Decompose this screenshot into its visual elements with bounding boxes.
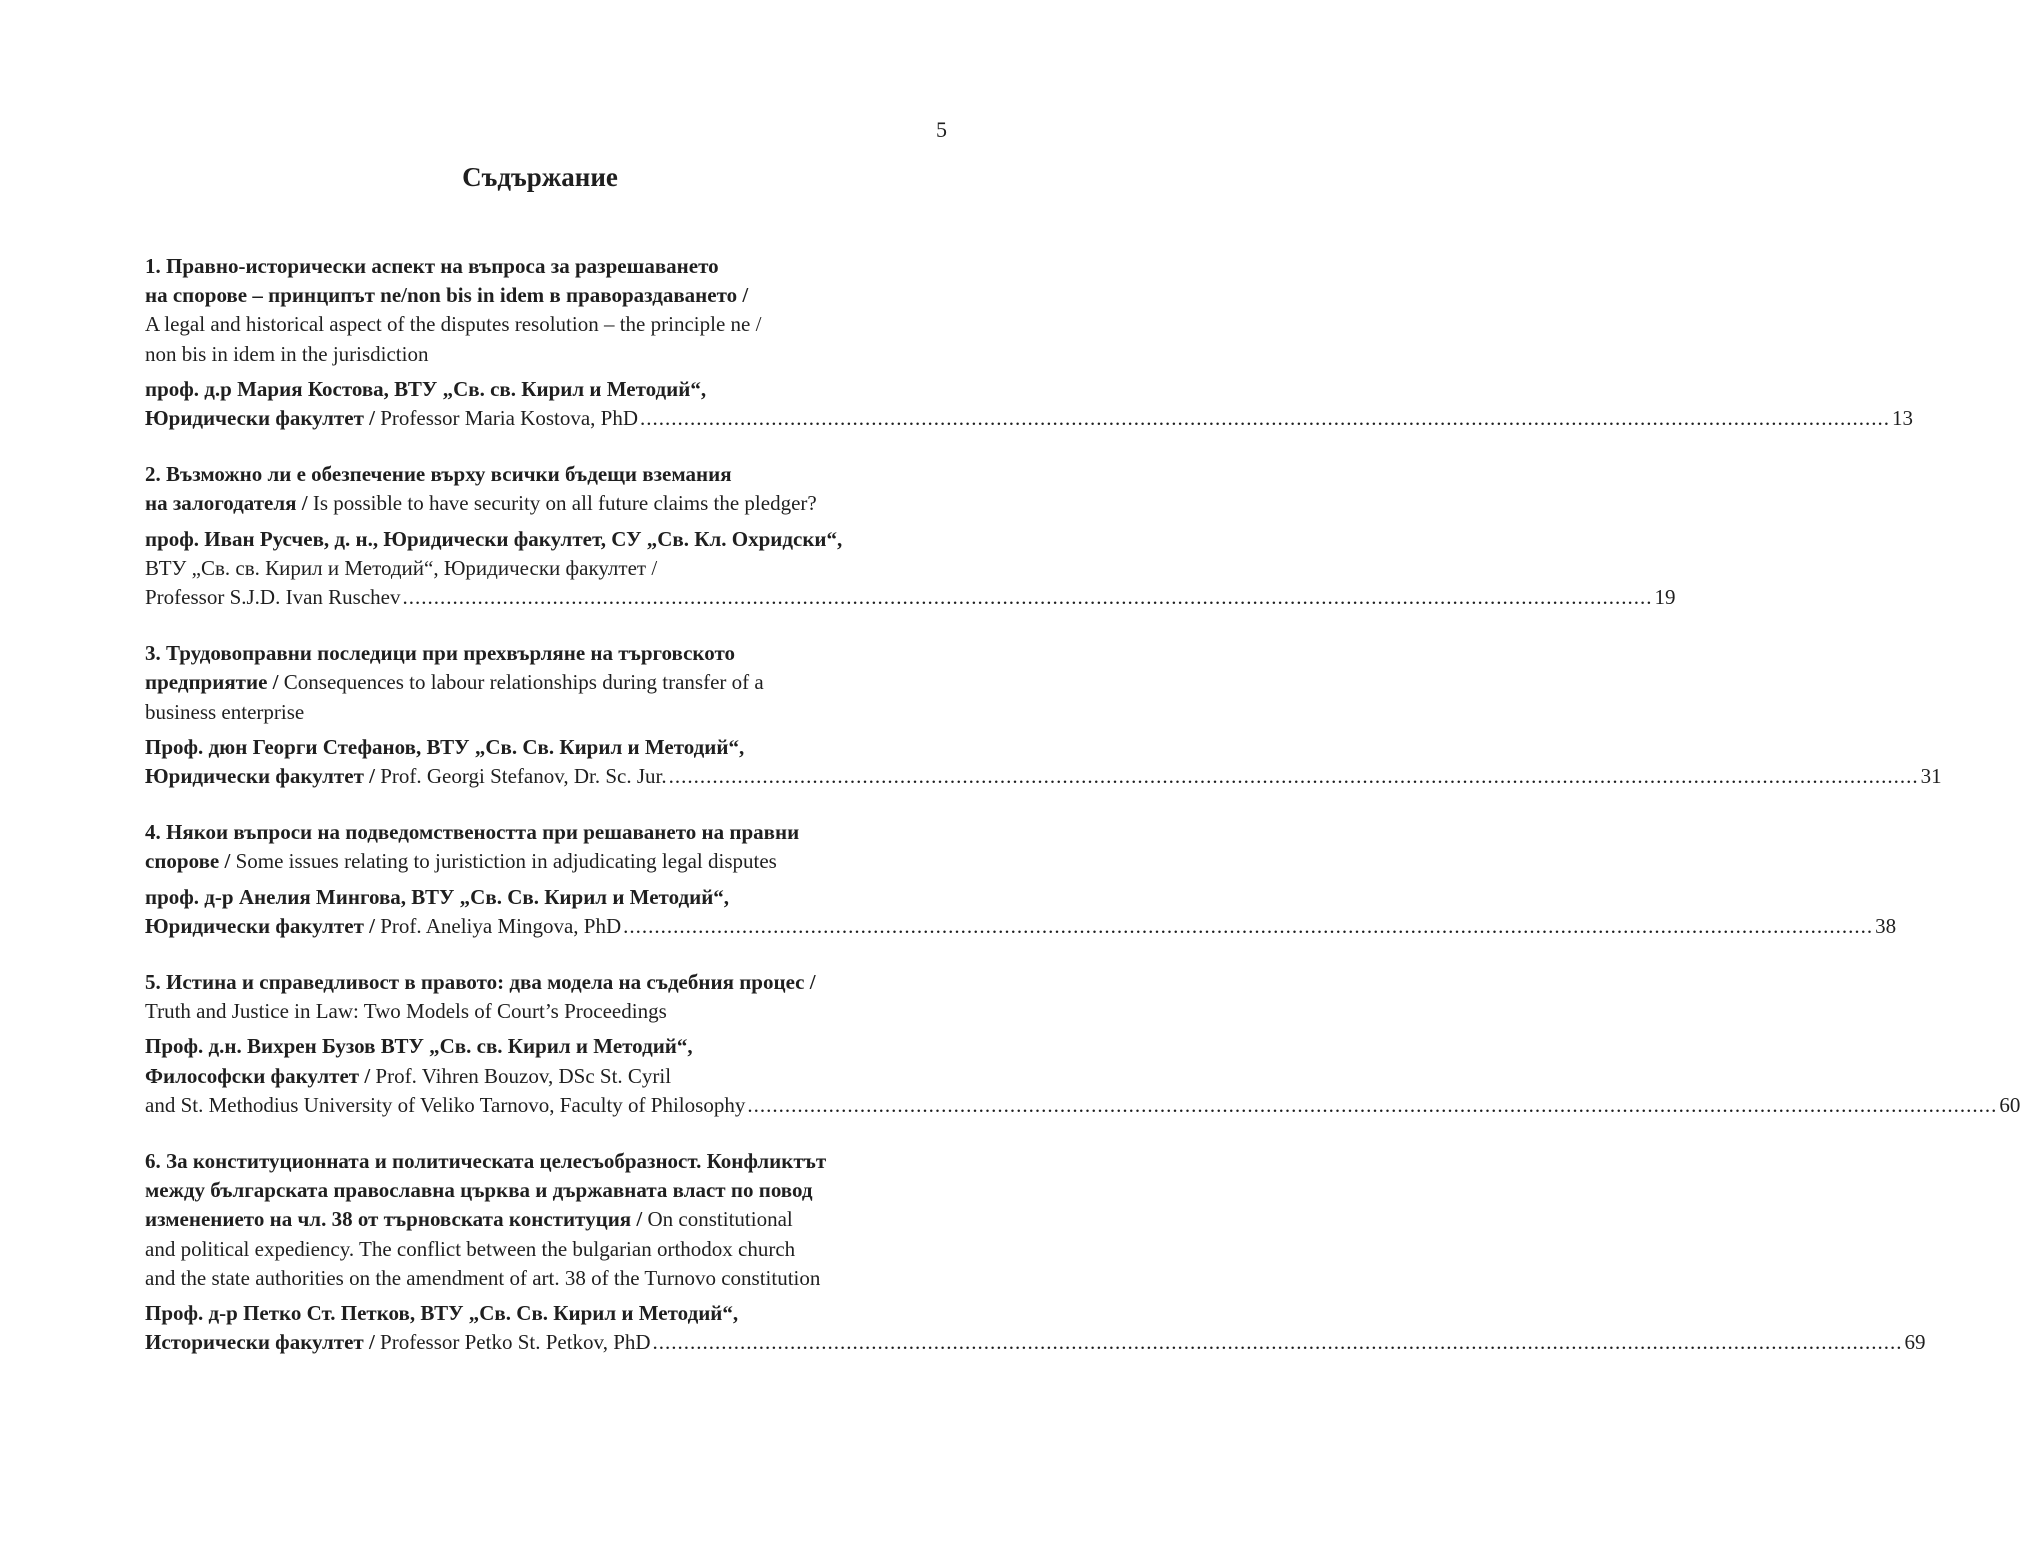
- author-line-with-page: [145, 404, 1914, 433]
- page-number: 5: [936, 117, 947, 142]
- bold-text: спорове /: [145, 849, 231, 874]
- bold-text: Юридически факултет /: [145, 406, 375, 431]
- title-line: [145, 310, 945, 339]
- author-line: [145, 375, 945, 404]
- bold-text: 5. Истина и справедливост в правото: два модела на съдебния процес /: [145, 970, 816, 995]
- entry-page-number: 38: [1875, 913, 1897, 938]
- author-line: [145, 912, 621, 941]
- title-line: [145, 1235, 945, 1264]
- bold-text: Проф. д-р Петко Ст. Петков, ВТУ „Св. Св. Кирил и Методий“,: [145, 1301, 739, 1326]
- toc-entry[interactable]: [145, 1147, 1926, 1357]
- title-line: [145, 1264, 945, 1293]
- author-line: [145, 883, 945, 912]
- title-line: [145, 1176, 945, 1205]
- author-line-with-page: [145, 1091, 2020, 1120]
- bold-text: Исторически факултет /: [145, 1330, 375, 1355]
- regular-text: and political expediency. The conflict between the bulgarian orthodox church: [145, 1236, 796, 1261]
- toc-entry[interactable]: [145, 252, 1914, 433]
- regular-text: On constitutional: [642, 1207, 793, 1232]
- entry-author: [145, 733, 1942, 791]
- bold-text: 1. Правно-исторически аспект на въпроса за разрешаването: [145, 254, 719, 278]
- author-line: [145, 404, 638, 433]
- bold-text: Проф. дюн Георги Стефанов, ВТУ „Св. Св. Кирил и Методий“,: [145, 734, 745, 759]
- regular-text: Prof. Georgi Stefanov, Dr. Sc. Jur.: [374, 764, 667, 789]
- regular-text: Some issues relating to juristiction in adjudicating legal disputes: [230, 849, 777, 874]
- bold-text: между българската православна църква и държавната власт по повод: [145, 1178, 813, 1203]
- regular-text: and the state authorities on the amendment of art. 38 of the Turnovo constitution: [145, 1265, 821, 1290]
- title-line: [145, 1147, 945, 1176]
- regular-text: Prof. Vihren Bouzov, DSc St. Cyril: [370, 1063, 672, 1088]
- author-line-with-page: [145, 1328, 1926, 1357]
- regular-text: Prof. Aneliya Mingova, PhD: [374, 913, 622, 938]
- title-line: [145, 818, 945, 847]
- toc-entry[interactable]: [145, 460, 1676, 612]
- author-line: [145, 1032, 945, 1061]
- entry-author: [145, 375, 1914, 433]
- author-line-with-page: [145, 583, 1676, 612]
- regular-text: Truth and Justice in Law: Two Models of Court’s Proceedings: [145, 999, 667, 1024]
- regular-text: and St. Methodius University of Veliko Tarnovo, Faculty of Philosophy: [145, 1092, 746, 1117]
- bold-text: Юридически факултет /: [145, 764, 375, 789]
- bold-text: 2. Възможно ли е обезпечение върху всички бъдещи вземания: [145, 462, 732, 487]
- entry-title: [145, 1147, 945, 1293]
- bold-text: на залогодателя /: [145, 491, 308, 516]
- entry-page-number: 60: [1999, 1092, 2020, 1117]
- entry-page-number: 69: [1904, 1330, 1926, 1355]
- author-line: [145, 525, 945, 554]
- dot-leader: ........................................................................................................................................................................................................: [652, 1330, 1903, 1355]
- bold-text: проф. д.р Мария Костова, ВТУ „Св. св. Кирил и Методий“,: [145, 376, 707, 401]
- entry-page-number: 31: [1920, 764, 1942, 789]
- dot-leader: ........................................................................................................................................................................................................: [668, 764, 1919, 789]
- bold-text: 6. За конституционната и политическата целесъобразност. Конфликтът: [145, 1149, 827, 1174]
- entry-title: [145, 252, 945, 369]
- entry-author: [145, 1299, 1926, 1357]
- title-line: [145, 639, 945, 668]
- author-line: [145, 554, 945, 583]
- entry-page-number: 13: [1892, 406, 1914, 431]
- page-title: Съдържание: [462, 162, 618, 192]
- bold-text: проф. д-р Анелия Мингова, ВТУ „Св. Св. Кирил и Методий“,: [145, 884, 730, 909]
- bold-text: изменението на чл. 38 от търновската конституция /: [145, 1207, 643, 1232]
- regular-text: Consequences to labour relationships during transfer of a: [278, 670, 764, 695]
- toc-entry[interactable]: [145, 639, 1942, 791]
- bold-text: Проф. д.н. Вихрен Бузов ВТУ „Св. св. Кирил и Методий“,: [145, 1034, 693, 1059]
- author-line: [145, 583, 400, 612]
- author-line: [145, 733, 945, 762]
- dot-leader: ........................................................................................................................................................................................................: [640, 406, 1891, 431]
- title-line: [145, 997, 945, 1026]
- author-line: [145, 762, 667, 791]
- toc-entry[interactable]: [145, 818, 1897, 941]
- regular-text: Is possible to have security on all future claims the pledger?: [307, 491, 817, 516]
- title-line: [145, 340, 945, 369]
- author-line: [145, 1091, 745, 1120]
- title-line: [145, 698, 945, 727]
- title-line: [145, 847, 945, 876]
- dot-leader: ........................................................................................................................................................................................................: [402, 585, 1653, 610]
- title-line: [145, 1205, 945, 1234]
- regular-text: Professor Maria Kostova, PhD: [374, 406, 639, 431]
- entry-title: [145, 639, 945, 727]
- bold-text: проф. Иван Русчев, д. н., Юридически факултет, СУ „Св. Кл. Охридски“,: [145, 526, 843, 551]
- title-line: [145, 668, 945, 697]
- bold-text: Юридически факултет /: [145, 913, 375, 938]
- table-of-contents: [145, 252, 2020, 1358]
- entry-title: [145, 968, 945, 1026]
- entry-title: [145, 818, 945, 876]
- title-line: [145, 460, 945, 489]
- toc-entry[interactable]: [145, 968, 2020, 1120]
- bold-text: 4. Някои въпроси на подведомствеността при решаването на правни: [145, 820, 800, 845]
- regular-text: Professor Petko St. Petkov, PhD: [374, 1330, 651, 1355]
- entry-page-number: 19: [1654, 585, 1676, 610]
- regular-text: non bis in idem in the jurisdiction: [145, 341, 429, 366]
- bold-text: на спорове – принципът ne/non bis in idem в правораздаването /: [145, 283, 749, 308]
- bold-text: предприятие /: [145, 670, 279, 695]
- dot-leader: ........................................................................................................................................................................................................: [623, 913, 1874, 938]
- regular-text: ВТУ „Св. св. Кирил и Методий“, Юридически факултет /: [145, 555, 658, 580]
- entry-author: [145, 525, 1676, 613]
- dot-leader: ........................................................................................................................................................................................................: [747, 1092, 1998, 1117]
- entry-author: [145, 883, 1897, 941]
- regular-text: business enterprise: [145, 699, 305, 724]
- title-line: [145, 281, 945, 310]
- title-line: [145, 252, 945, 281]
- author-line: [145, 1062, 945, 1091]
- bold-text: Философски факултет /: [145, 1063, 371, 1088]
- regular-text: A legal and historical aspect of the disputes resolution – the principle ne /: [145, 312, 762, 337]
- author-line: [145, 1299, 945, 1328]
- entry-title: [145, 460, 945, 518]
- author-line-with-page: [145, 762, 1942, 791]
- author-line: [145, 1328, 651, 1357]
- title-line: [145, 489, 945, 518]
- bold-text: 3. Трудовоправни последици при прехвърляне на търговското: [145, 641, 735, 666]
- author-line-with-page: [145, 912, 1897, 941]
- entry-author: [145, 1032, 2020, 1120]
- regular-text: Professor S.J.D. Ivan Ruschev: [145, 585, 401, 610]
- title-line: [145, 968, 945, 997]
